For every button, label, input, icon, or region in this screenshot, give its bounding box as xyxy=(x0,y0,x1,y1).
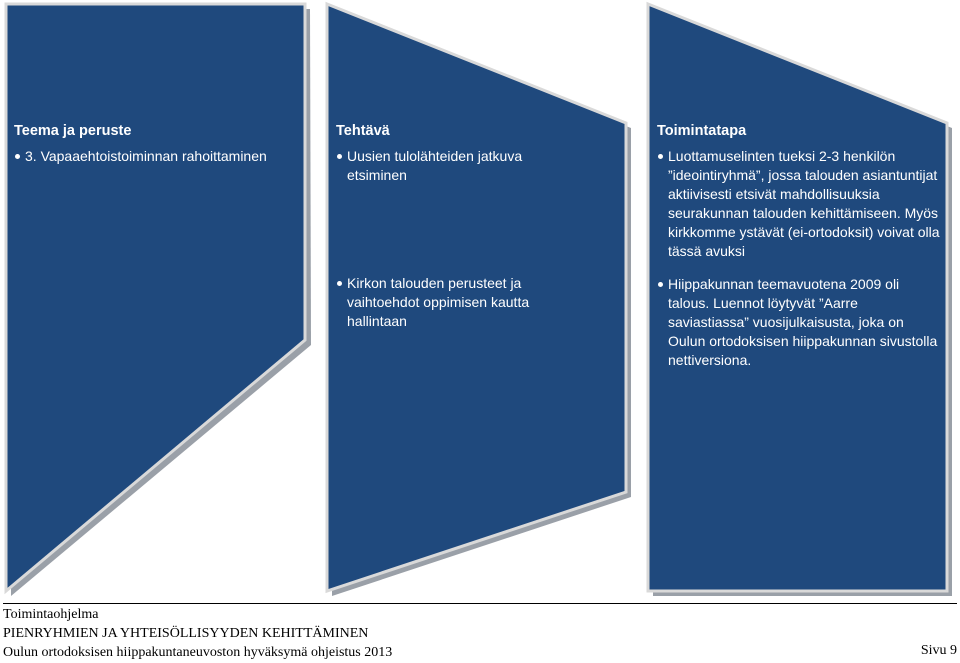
column-theme xyxy=(14,122,314,166)
column-method xyxy=(657,122,942,370)
column-title-task: Tehtävä xyxy=(336,123,390,139)
column-task xyxy=(336,122,576,331)
task-bullet-2: Kirkon talouden perusteet ja vaihtoehdot oppimisen kautta hallintaan xyxy=(336,274,576,331)
footer-approval: Oulun ortodoksisen hiippakuntaneuvoston hyväksymä ohjeistus 2013 xyxy=(3,645,393,660)
footer-divider xyxy=(3,603,957,604)
page-number: Sivu 9 xyxy=(920,643,957,658)
method-bullet-1: Luottamuselinten tueksi 2-3 henkilön ”ideointiryhmä”, jossa talouden asiantuntijat aktiivisesti etsivät mahdollisuuksia seurakunnan talouden kehittämiseen. Myös kirkkomme ystävät (ei-ortodoksit) voivat olla tässä avuksi xyxy=(657,147,942,261)
column-title-theme: Teema ja peruste xyxy=(14,123,132,139)
theme-bullet: 3. Vapaaehtoistoiminnan rahoittaminen xyxy=(14,147,314,166)
footer-heading: PIENRYHMIEN JA YHTEISÖLLISYYDEN KEHITTÄMINEN xyxy=(3,626,369,641)
column-title-method: Toimintatapa xyxy=(657,123,747,139)
panel-1 xyxy=(6,4,305,591)
page-footer xyxy=(3,603,957,662)
method-bullet-2: Hiippakunnan teemavuotena 2009 oli talous. Luennot löytyvät ”Aarre saviastiassa” vuosijulkaisusta, joka on Oulun ortodoksisen hiippakunnan sivustolla nettiversiona. xyxy=(657,275,942,370)
footer-program: Toimintaohjelma xyxy=(3,607,99,622)
task-bullet-1: Uusien tulolähteiden jatkuva etsiminen xyxy=(336,147,576,185)
